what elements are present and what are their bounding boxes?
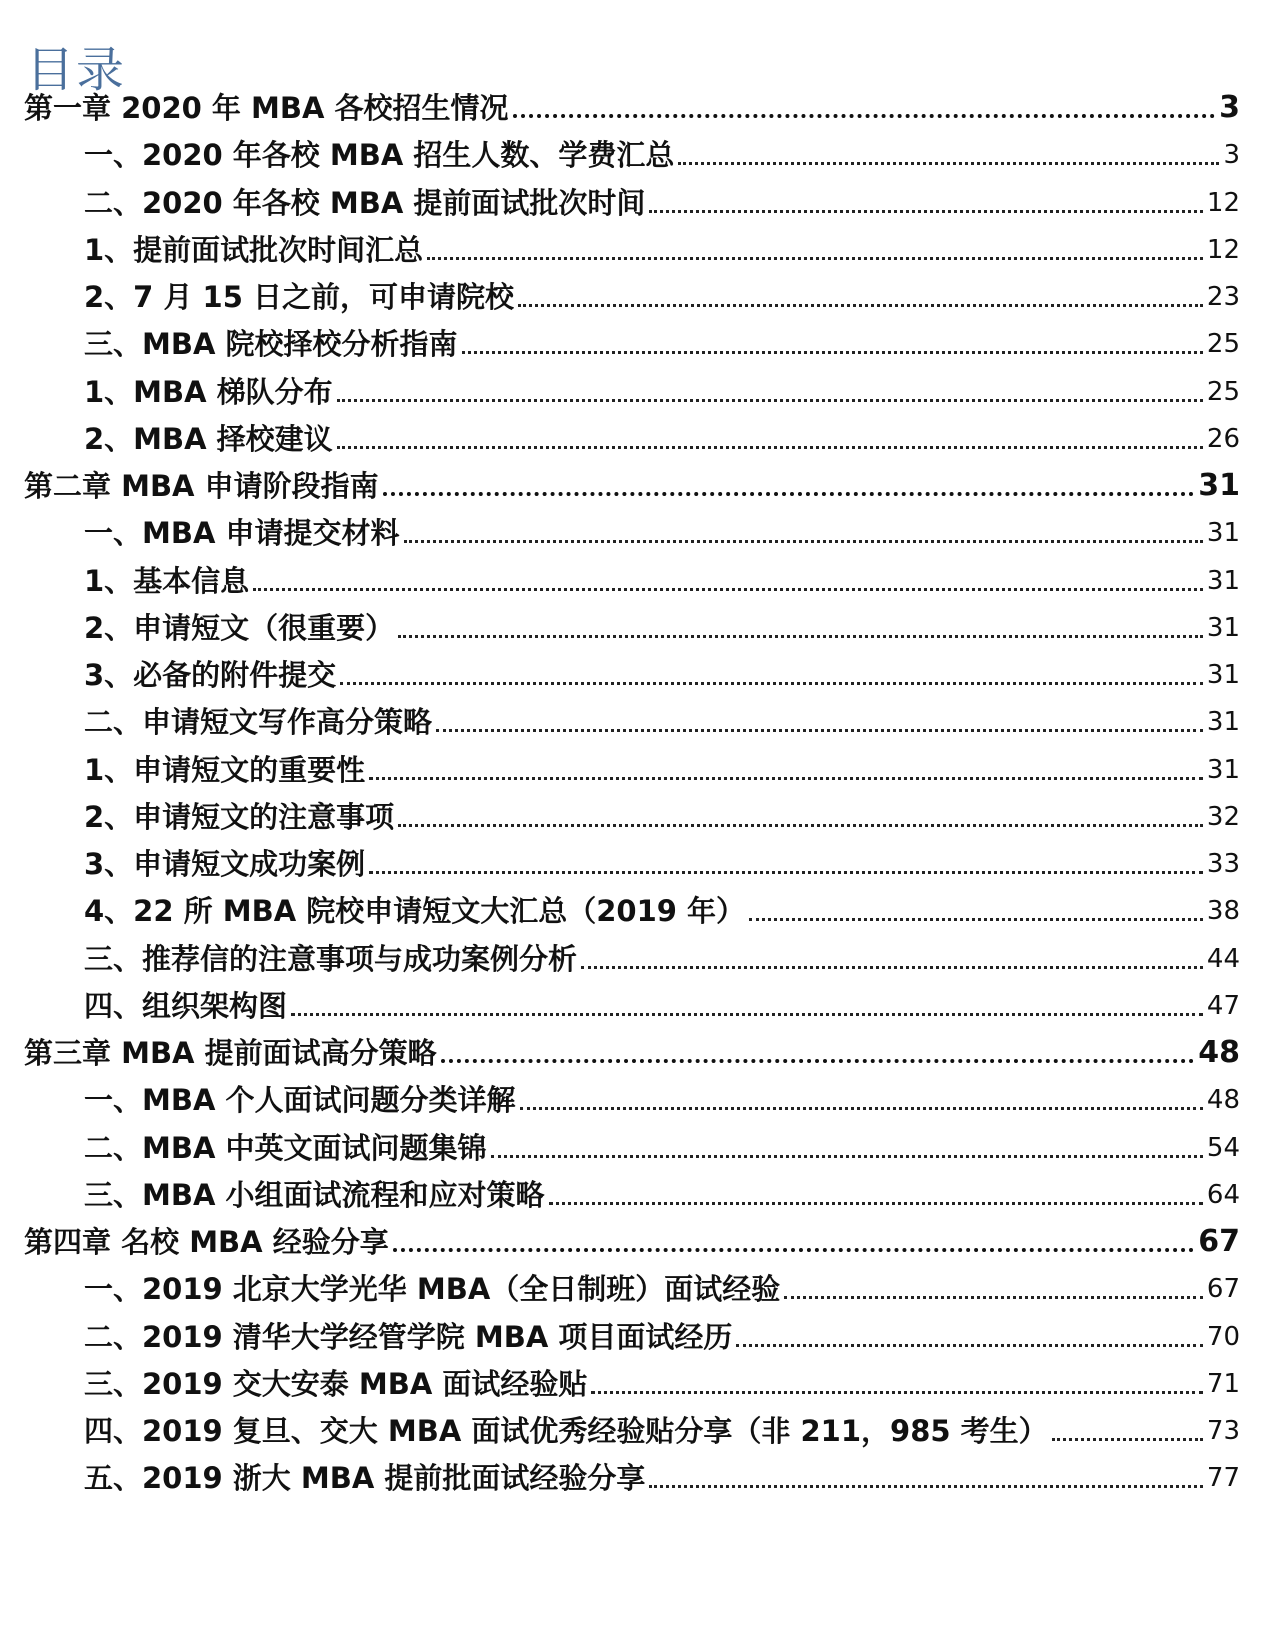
toc-entry-label: 四、组织架构图 — [84, 988, 288, 1023]
toc-entry-label: 1、申请短文的重要性 — [84, 752, 366, 787]
toc-entry-label: 2、申请短文的注意事项 — [84, 799, 395, 834]
toc-dot-leader — [369, 871, 1203, 874]
toc-entry-label: 3、必备的附件提交 — [84, 658, 337, 692]
toc-page-number: 31 — [1198, 468, 1240, 503]
toc-section-entry[interactable] — [84, 1362, 1240, 1404]
toc-page-number: 38 — [1206, 896, 1240, 927]
toc-entry-label: 2、MBA 择校建议 — [84, 421, 333, 456]
toc-page-number: 48 — [1198, 1035, 1240, 1070]
toc-entry-label: 4、22 所 MBA 院校申请短文大汇总（2019 年） — [84, 894, 746, 929]
toc-section-entry[interactable] — [84, 700, 1240, 742]
toc-section-entry[interactable] — [84, 181, 1240, 223]
toc-page-number: 44 — [1206, 943, 1240, 974]
toc-section-entry[interactable] — [84, 1173, 1240, 1215]
toc-dot-leader — [462, 351, 1203, 354]
toc-page-number: 67 — [1198, 1224, 1240, 1259]
toc-page-number: 33 — [1206, 849, 1240, 879]
toc-entry-label: 2、7 月 15 日之前，可申请院校 — [84, 280, 515, 314]
toc-page-number: 12 — [1206, 187, 1240, 218]
toc-entry-label: 第二章 MBA 申请阶段指南 — [24, 469, 379, 503]
toc-chapter-entry[interactable] — [24, 1031, 1240, 1073]
toc-page-number: 32 — [1206, 801, 1240, 832]
toc-entry-label: 1、MBA 梯队分布 — [84, 374, 333, 409]
toc-section-entry[interactable] — [84, 511, 1240, 553]
toc-section-entry[interactable] — [84, 370, 1240, 412]
toc-entry-label: 二、申请短文写作高分策略 — [84, 705, 433, 740]
toc-section-entry[interactable] — [84, 559, 1240, 601]
toc-section-entry[interactable] — [84, 228, 1240, 270]
toc-entry-label: 一、MBA 申请提交材料 — [84, 516, 400, 551]
toc-dot-leader — [383, 492, 1195, 496]
toc-section-entry[interactable] — [84, 795, 1240, 837]
toc-section-entry[interactable] — [84, 842, 1240, 884]
toc-entry-label: 三、推荐信的注意事项与成功案例分析 — [84, 941, 578, 976]
toc-section-entry[interactable] — [84, 322, 1240, 364]
toc-page-number: 70 — [1206, 1321, 1240, 1352]
toc-page-number: 31 — [1206, 565, 1240, 596]
toc-section-entry[interactable] — [84, 1267, 1240, 1309]
toc-dot-leader — [436, 729, 1203, 732]
toc-page-number: 25 — [1206, 376, 1240, 407]
toc-dot-leader — [1052, 1438, 1203, 1441]
toc-page-number: 71 — [1206, 1368, 1240, 1399]
toc-chapter-entry[interactable] — [24, 86, 1240, 128]
toc-section-entry[interactable] — [84, 417, 1240, 459]
toc-section-entry[interactable] — [84, 1409, 1240, 1451]
toc-section-entry[interactable] — [84, 1456, 1240, 1498]
toc-dot-leader — [520, 1107, 1203, 1110]
toc-section-entry[interactable] — [84, 937, 1240, 979]
toc-entry-label: 第四章 名校 MBA 经验分享 — [24, 1225, 389, 1259]
toc-dot-leader — [404, 540, 1203, 543]
toc-dot-leader — [491, 1155, 1203, 1158]
toc-page-number: 64 — [1206, 1179, 1240, 1210]
toc-dot-leader — [441, 1059, 1195, 1063]
toc-section-entry[interactable] — [84, 1078, 1240, 1120]
toc-dot-leader — [291, 1013, 1203, 1016]
toc-entry-label: 二、MBA 中英文面试问题集锦 — [84, 1130, 487, 1165]
toc-entry-label: 五、2019 浙大 MBA 提前批面试经验分享 — [84, 1461, 646, 1496]
toc-section-entry[interactable] — [84, 1315, 1240, 1357]
toc-section-entry[interactable] — [84, 984, 1240, 1026]
toc-page-number: 23 — [1206, 282, 1240, 312]
toc-page-number: 77 — [1206, 1463, 1240, 1494]
toc-page-number: 31 — [1206, 518, 1240, 549]
toc-title: 目录 — [26, 42, 127, 99]
toc-section-entry[interactable] — [84, 606, 1240, 648]
toc-entry-label: 1、提前面试批次时间汇总 — [84, 232, 424, 267]
toc-dot-leader — [784, 1296, 1203, 1299]
toc-dot-leader — [581, 966, 1203, 969]
toc-entry-label: 一、2019 北京大学光华 MBA（全日制班）面试经验 — [84, 1272, 781, 1307]
toc-dot-leader — [393, 1248, 1195, 1252]
toc-section-entry[interactable] — [84, 889, 1240, 931]
toc-entry-label: 四、2019 复旦、交大 MBA 面试优秀经验贴分享（非 211，985 考生） — [84, 1414, 1048, 1448]
toc-page-number: 47 — [1206, 990, 1240, 1021]
toc-entry-label: 三、2019 交大安泰 MBA 面试经验贴 — [84, 1366, 588, 1401]
toc-entry-label: 二、2020 年各校 MBA 提前面试批次时间 — [84, 185, 646, 220]
toc-page-number: 54 — [1206, 1132, 1240, 1163]
toc-dot-leader — [749, 918, 1203, 921]
toc-dot-leader — [340, 682, 1203, 685]
toc-dot-leader — [337, 446, 1203, 449]
toc-chapter-entry[interactable] — [24, 464, 1240, 506]
toc-dot-leader — [518, 304, 1203, 307]
toc-page-number: 12 — [1206, 234, 1240, 265]
toc-page-number: 3 — [1219, 90, 1240, 125]
toc-page-number: 48 — [1206, 1085, 1240, 1116]
toc-dot-leader — [337, 399, 1203, 402]
toc-entry-label: 三、MBA 小组面试流程和应对策略 — [84, 1177, 545, 1212]
toc-entry-label: 二、2019 清华大学经管学院 MBA 项目面试经历 — [84, 1319, 733, 1354]
toc-entry-label: 1、基本信息 — [84, 563, 250, 598]
toc-page-number: 31 — [1206, 660, 1240, 690]
toc-entry-label: 一、2020 年各校 MBA 招生人数、学费汇总 — [84, 138, 675, 173]
toc-entry-label: 第三章 MBA 提前面试高分策略 — [24, 1036, 437, 1070]
toc-entry-label: 3、申请短文成功案例 — [84, 847, 366, 881]
toc-dot-leader — [398, 635, 1203, 638]
toc-entry-label: 第一章 2020 年 MBA 各校招生情况 — [24, 91, 509, 125]
toc-section-entry[interactable] — [84, 275, 1240, 317]
toc-entry-label: 三、MBA 院校择校分析指南 — [84, 327, 458, 362]
toc-chapter-entry[interactable] — [24, 1220, 1240, 1262]
toc-section-entry[interactable] — [84, 1126, 1240, 1168]
toc-dot-leader — [591, 1391, 1202, 1394]
toc-dot-leader — [678, 162, 1219, 165]
toc-page-number: 3 — [1223, 140, 1240, 171]
toc-page-number: 73 — [1206, 1416, 1240, 1446]
toc-section-entry[interactable] — [84, 133, 1240, 175]
toc-page-number: 25 — [1206, 329, 1240, 360]
toc-page-number: 26 — [1206, 423, 1240, 454]
toc-page-number: 31 — [1206, 754, 1240, 785]
toc-dot-leader — [398, 824, 1203, 827]
toc-dot-leader — [549, 1202, 1203, 1205]
toc-entry-label: 一、MBA 个人面试问题分类详解 — [84, 1083, 516, 1118]
toc-dot-leader — [649, 210, 1202, 213]
toc-dot-leader — [427, 257, 1203, 260]
toc-page-number: 31 — [1206, 612, 1240, 643]
toc-dot-leader — [369, 777, 1203, 780]
toc-page-number: 67 — [1206, 1274, 1240, 1305]
toc-dot-leader — [513, 114, 1216, 118]
toc-section-entry[interactable] — [84, 653, 1240, 695]
toc-dot-leader — [736, 1344, 1202, 1347]
toc-dot-leader — [649, 1485, 1202, 1488]
toc-page-number: 31 — [1206, 707, 1240, 738]
toc-entry-label: 2、申请短文（很重要） — [84, 610, 395, 645]
toc-dot-leader — [253, 588, 1203, 591]
toc-section-entry[interactable] — [84, 748, 1240, 790]
